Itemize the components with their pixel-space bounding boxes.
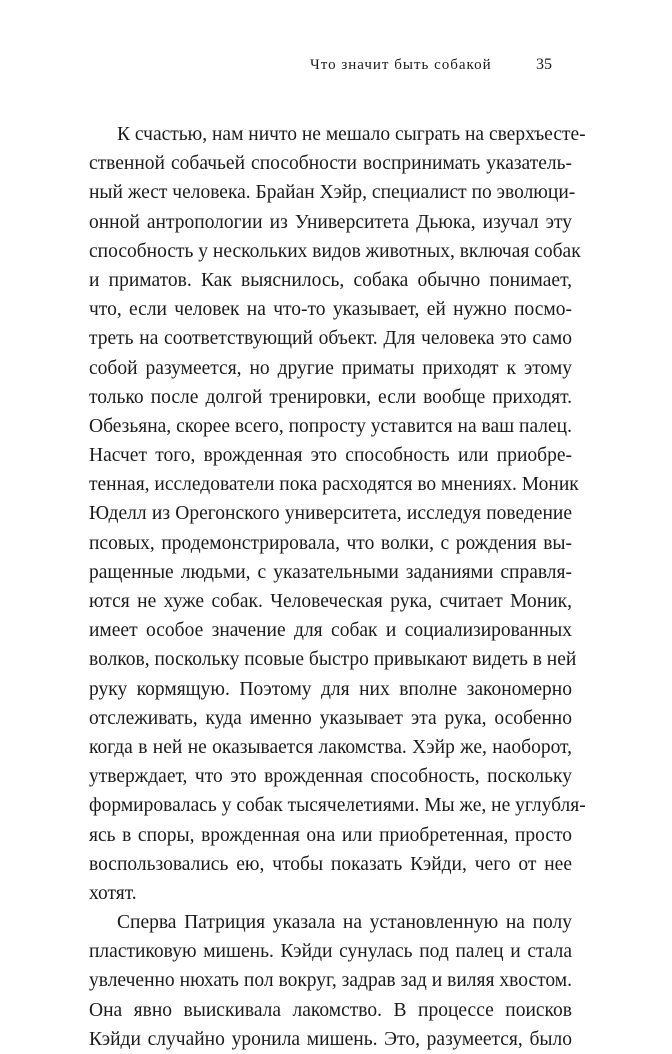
text-line: ясь в споры, врожденная она или приобретенная, просто (89, 824, 572, 846)
text-line: хотят. (89, 882, 137, 904)
text-line: и приматов. Как выяснилось, собака обычно понимает, (89, 269, 572, 291)
text-line: формировалась у собак тысячелетиями. Мы же, не углубля- (89, 795, 586, 817)
text-line: Сперва Патриция указала на установленную на полу (117, 912, 572, 934)
text-line: псовых, продемонстрировала, что волки, с рождения вы- (89, 532, 572, 554)
paragraph-1 (89, 120, 586, 908)
text-line: волков, поскольку псовые быстро привыкают видеть в ней (89, 649, 577, 671)
text-line: К счастью, нам ничто не мешало сыграть на сверхъесте- (117, 124, 586, 145)
text-line: ются не хуже собак. Человеческая рука, считает Моник, (89, 591, 572, 612)
text-line: увлеченно нюхать пол вокруг, задрав зад и виляя хвостом. (89, 970, 572, 992)
running-head (0, 55, 672, 75)
body-text (89, 120, 586, 1054)
text-line: Кэйди случайно уронила мишень. Это, разумеется, было (89, 1028, 572, 1050)
text-line: ственной собачьей способности воспринимать указатель- (89, 153, 572, 175)
text-line: Она явно выискивала лакомство. В процессе поисков (89, 999, 572, 1021)
text-line: Обезьяна, скорее всего, попросту уставится на ваш палец. (89, 415, 572, 437)
text-line: способность у нескольких видов животных, включая собак (89, 240, 581, 262)
text-line: пластиковую мишень. Кэйди сунулась под палец и стала (89, 941, 572, 963)
text-line: ный жест человека. Брайан Хэйр, специалист по эволюци- (89, 182, 576, 204)
paragraph-2 (89, 908, 572, 1054)
text-line: онной антропологии из Университета Дьюка, изучал эту (89, 211, 572, 233)
text-line: ращенные людьми, с указательными заданиями справля- (89, 561, 572, 583)
running-title: Что значит быть собакой (310, 57, 492, 73)
page-number: 35 (536, 56, 552, 73)
text-line: отслеживать, куда именно указывает эта рука, особенно (89, 707, 572, 729)
text-line: треть на соответствующий объект. Для человека это само (89, 328, 572, 350)
text-line: имеет особое значение для собак и социализированных (89, 620, 572, 642)
text-line: руку кормящую. Поэтому для них вполне закономерно (89, 678, 572, 700)
text-line: Юделл из Орегонского университета, исследуя поведение (89, 503, 572, 525)
text-line: утверждает, что это врожденная способность, поскольку (89, 766, 572, 788)
text-line: воспользовались ею, чтобы показать Кэйди, чего от нее (89, 853, 572, 875)
text-line: Насчет того, врожденная это способность или приобре- (89, 445, 572, 467)
text-line: собой разумеется, но другие приматы приходят к этому (89, 357, 572, 379)
text-line: когда в ней не оказывается лакомства. Хэйр же, наоборот, (89, 736, 572, 758)
text-line: тенная, исследователи пока расходятся во мнениях. Моник (89, 474, 579, 496)
text-line: только после долгой тренировки, если вообще приходят. (89, 386, 572, 408)
text-line: что, если человек на что-то указывает, ей нужно посмо- (89, 299, 572, 321)
